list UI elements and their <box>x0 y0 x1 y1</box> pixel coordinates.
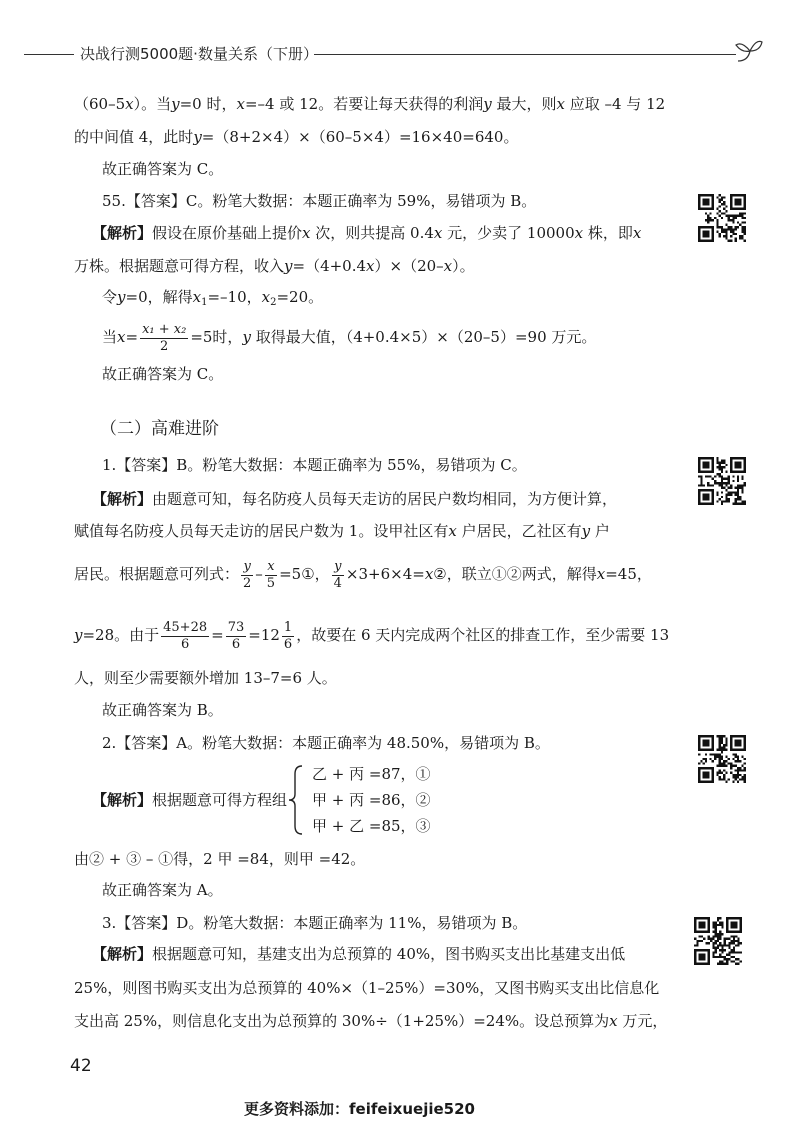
answer-line-1: 1.【答案】B。粉笔大数据：本题正确率为 55%，易错项为 C。 <box>102 456 527 474</box>
analysis-line: 【解析】由题意可知，每名防疫人员每天走访的居民户数均相同，为方便计算， <box>92 490 618 508</box>
qr-code-icon[interactable] <box>698 457 746 505</box>
text-line: 赋值每名防疫人员每天走访的居民户数为 1。设甲社区有x 户居民，乙社区有y 户 <box>74 522 610 540</box>
analysis-line: 【解析】根据题意可得方程组 <box>92 791 288 809</box>
answer-line-55: 55.【答案】C。粉笔大数据：本题正确率为 59%，易错项为 B。 <box>102 192 537 210</box>
analysis-line: 【解析】假设在原价基础上提价x 次，则共提高 0.4x 元，少卖了 10000x 株，即x <box>92 224 642 242</box>
text-line: 令y=0，解得$x_1=-10$，$x_2=20$。 <box>102 288 324 308</box>
footer-contact: 更多资料添加：feifeixuejie520 <box>244 1100 475 1118</box>
answer-line-3: 3.【答案】D。粉笔大数据：本题正确率为 11%，易错项为 B。 <box>102 914 528 932</box>
page-number: 42 <box>70 1056 92 1076</box>
text-line: （60–5x）。当y=0 时，x=–4 或 12。若要让每天获得的利润y 最大，则x 应取 –4 与 12 <box>74 95 666 113</box>
text-line: 的中间值 4，此时y=（8+2×4）×（60–5×4）=16×40=640。 <box>74 128 519 146</box>
formula-line: y=28。由于 $\frac{45+28}{6}$ = $\frac{73}{6}$ =12 $\frac{1}{6}$ ，故要在 6 天内完成两个社区的排查工作，至少需要 13 <box>74 619 670 652</box>
analysis-line: 【解析】根据题意可知，基建支出为总预算的 40%，图书购买支出比基建支出低 <box>92 945 626 963</box>
text-line: 25%，则图书购买支出为总预算的 40%×（1–25%）=30%，又图书购买支出比信息化 <box>74 979 660 997</box>
text-line: 由② + ③ – ①得，2 甲 =84，则甲 =42。 <box>74 850 366 868</box>
fraction: $\frac{1}{6}$ <box>283 619 293 652</box>
conclusion: 故正确答案为 C。 <box>102 365 224 383</box>
conclusion: 故正确答案为 C。 <box>102 160 224 178</box>
text-line: 万株。根据题意可得方程，收入y=（4+0.4x）×（20–x）。 <box>74 257 475 275</box>
sprout-icon <box>734 37 764 63</box>
equation-3: 甲 + 乙 =85，③ <box>312 817 431 835</box>
equation-2: 甲 + 丙 =86，② <box>312 791 431 809</box>
equation-1: 乙 + 丙 =87，① <box>312 765 431 783</box>
fraction: $\frac{\text{x₁ + x₂}}{2}$ <box>142 321 187 354</box>
formula-line: 当x= $\frac{\text{x₁ + x₂}}{2}$ =5时，y 取得最大值，（4+0.4×5）×（20–5）=90 万元。 <box>102 321 597 354</box>
header-rule-left <box>24 54 74 55</box>
answer-line-2: 2.【答案】A。粉笔大数据：本题正确率为 48.50%，易错项为 B。 <box>102 734 550 752</box>
text-line: 人，则至少需要额外增加 13–7=6 人。 <box>74 669 337 687</box>
fraction: $\frac{73}{6}$ <box>227 619 245 652</box>
qr-code-icon[interactable] <box>698 735 746 783</box>
qr-code-icon[interactable] <box>694 917 742 965</box>
header-rule-right <box>314 54 736 55</box>
fraction: $\frac{45+28}{6}$ <box>163 619 208 652</box>
fraction: $\frac{y}{4}$ <box>333 558 342 591</box>
running-header <box>24 37 764 67</box>
conclusion: 故正确答案为 A。 <box>102 881 223 899</box>
text-line: 支出高 25%，则信息化支出为总预算的 30%÷（1+25%）=24%。设总预算为x 万元， <box>74 1012 668 1030</box>
conclusion: 故正确答案为 B。 <box>102 701 223 719</box>
fraction: $\frac{x}{5}$ <box>266 558 276 591</box>
fraction: $\frac{y}{2}$ <box>243 558 252 591</box>
formula-line: 居民。根据题意可列式： $\frac{y}{2}$ – $\frac{x}{5}$ =5①， $\frac{y}{4}$ ×3+6×4=x②，联立①②两式，解得x=45， <box>74 558 652 591</box>
book-title: 决战行测5000题·数量关系（下册） <box>80 45 318 63</box>
section-title: （二）高难进阶 <box>100 419 219 439</box>
equation-brace <box>286 764 306 836</box>
qr-code-icon[interactable] <box>698 194 746 242</box>
